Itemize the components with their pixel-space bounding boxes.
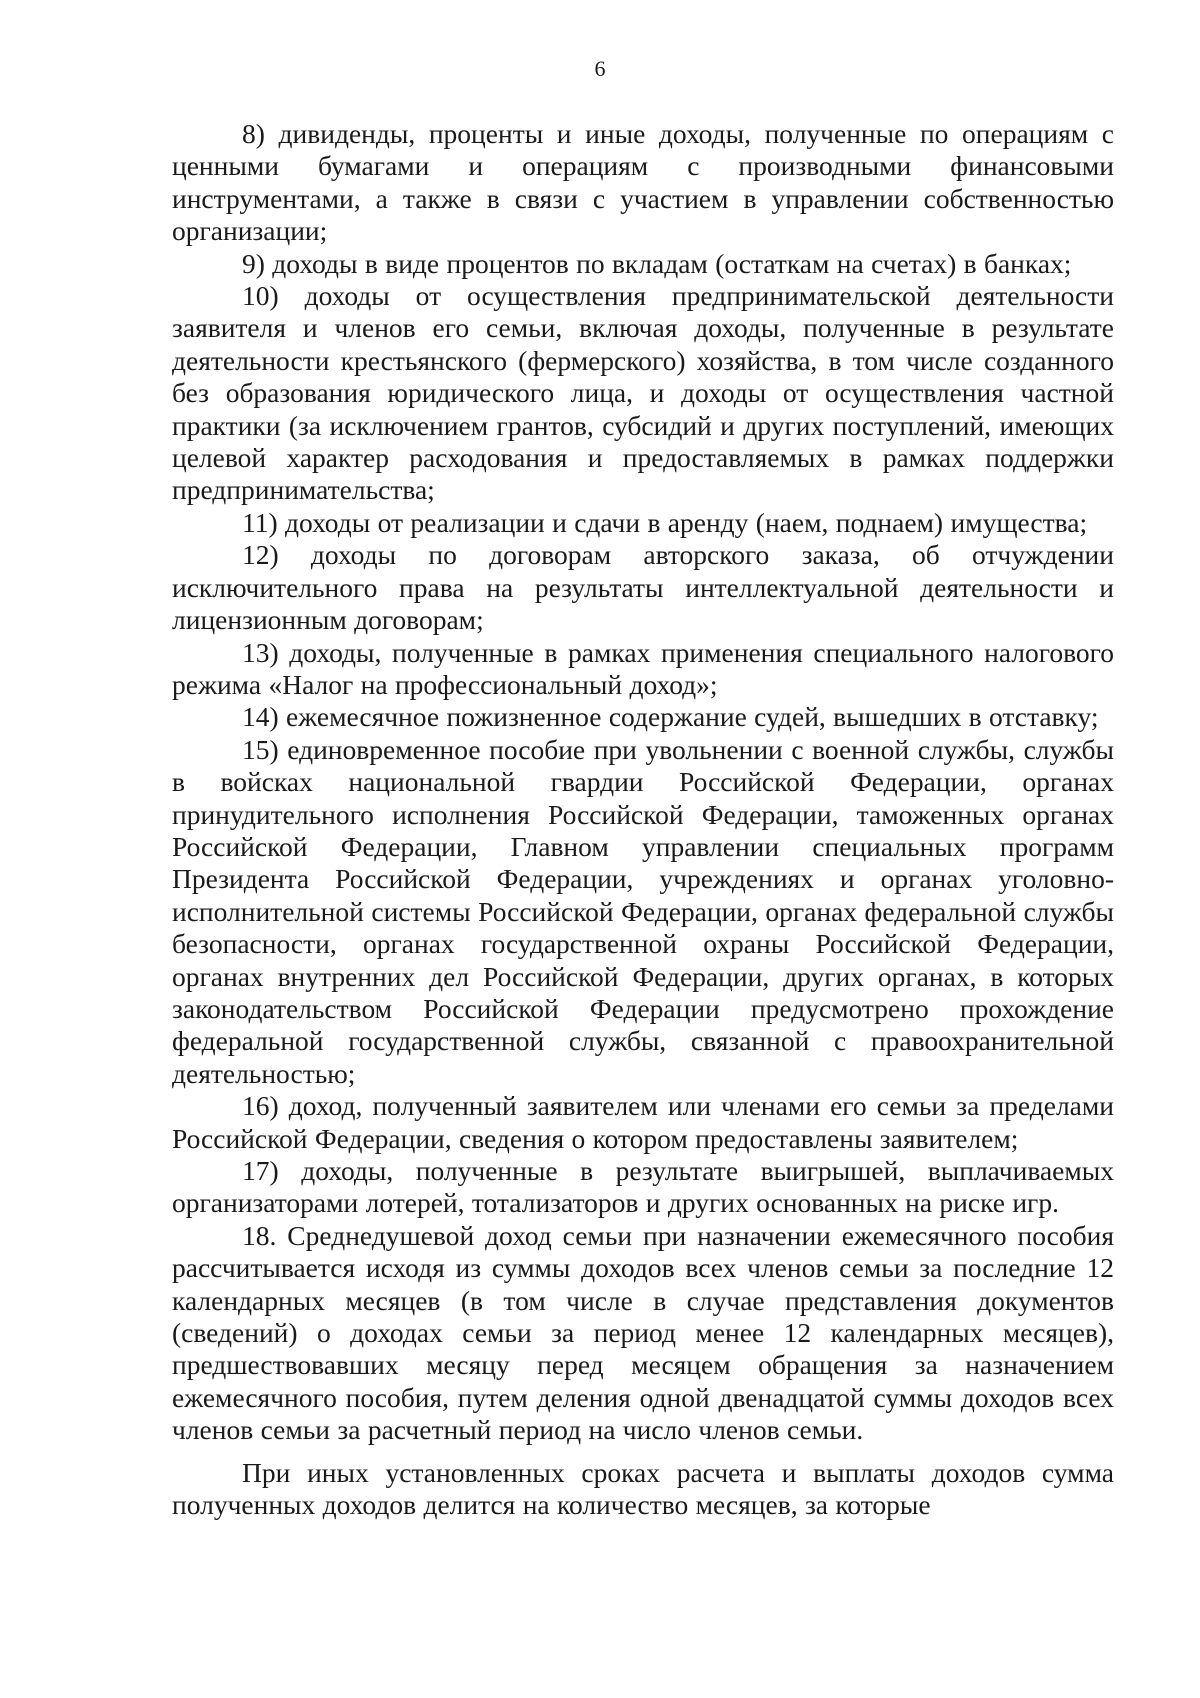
- paragraph-item-8: 8) дивиденды, проценты и иные доходы, полученные по операциям с ценными бумагами и операциям с производными финансовыми инструментами, а также в связи с участием в управлении собственностью организации;: [172, 118, 1114, 247]
- paragraph-item-13: 13) доходы, полученные в рамках применения специального налогового режима «Налог на профессиональный доход»;: [172, 636, 1114, 700]
- page-number: 6: [594, 56, 606, 81]
- paragraph-item-9: 9) доходы в виде процентов по вкладам (остаткам на счетах) в банках;: [242, 247, 1072, 279]
- document-body: [172, 118, 1114, 1521]
- paragraph-item-17: 17) доходы, полученные в результате выигрышей, выплачиваемых организаторами лотерей, тотализаторов и других основанных на риске игр.: [172, 1155, 1114, 1219]
- paragraph-item-14: 14) ежемесячное пожизненное содержание судей, вышедших в отставку;: [242, 701, 1099, 733]
- paragraph-item-11: 11) доходы от реализации и сдачи в аренду (наем, поднаем) имущества;: [242, 506, 1088, 538]
- paragraph-item-15: 15) единовременное пособие при увольнении с военной службы, службы в войсках национальной гвардии Российской Федерации, органах принудительного исполнения Российской Федерации, таможенных органах Российской Федерации, Главном управлении специальных программ Президента Российской Федерации, учреждениях и органах уголовно-исполнительной системы Российской Федерации, органах федеральной службы безопасности, органах государственной охраны Российской Федерации, органах внутренних дел Российской Федерации, других органах, в которых законодательством Российской Федерации предусмотрено прохождение федеральной государственной службы, связанной с правоохранительной деятельностью;: [172, 733, 1114, 1089]
- paragraph-item-12: 12) доходы по договорам авторского заказа, об отчуждении исключительного права на результаты интеллектуальной деятельности и лицензионным договорам;: [172, 539, 1114, 636]
- paragraph-item-10: 10) доходы от осуществления предпринимательской деятельности заявителя и членов его семьи, включая доходы, полученные в результате деятельности крестьянского (фермерского) хозяйства, в том числе созданного без образования юридического лица, и доходы от осуществления частной практики (за исключением грантов, субсидий и других поступлений, имеющих целевой характер расходования и предоставляемых в рамках поддержки предпринимательства;: [172, 280, 1114, 506]
- paragraph-other-terms: При иных установленных сроках расчета и выплаты доходов сумма полученных доходов делится на количество месяцев, за которые: [172, 1456, 1114, 1521]
- paragraph-section-18: 18. Среднедушевой доход семьи при назначении ежемесячного пособия рассчитывается исходя из суммы доходов всех членов семьи за последние 12 календарных месяцев (в том числе в случае представления документов (сведений) о доходах семьи за период менее 12 календарных месяцев), предшествовавших месяцу перед месяцем обращения за назначением ежемесячного пособия, путем деления одной двенадцатой суммы доходов всех членов семьи за расчетный период на число членов семьи.: [172, 1219, 1114, 1446]
- paragraph-item-16: 16) доход, полученный заявителем или членами его семьи за пределами Российской Федерации, сведения о котором предоставлены заявителем;: [172, 1090, 1114, 1154]
